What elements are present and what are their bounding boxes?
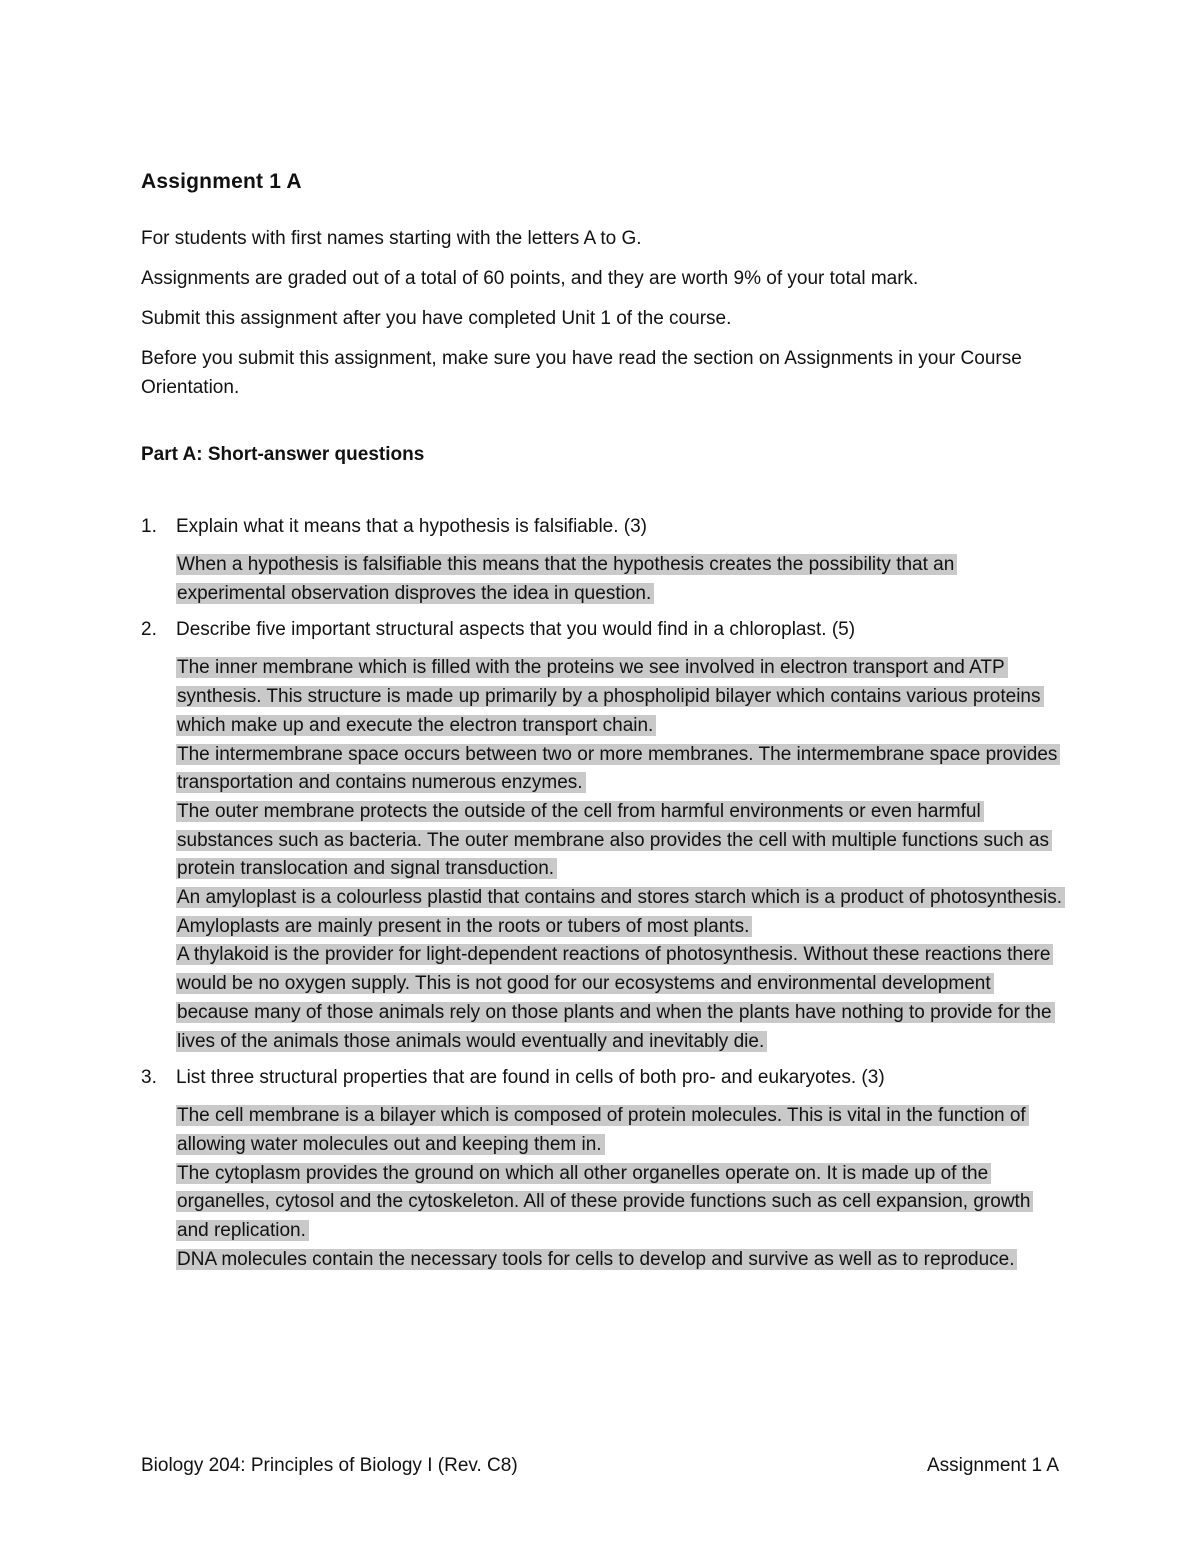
part-a-heading: Part A: Short-answer questions [141,444,425,465]
question-text: Explain what it means that a hypothesis is falsifiable. (3) [176,516,648,537]
question-3 [141,1063,1066,1274]
answer-paragraph [176,551,1066,608]
question-text: Describe five important structural aspects that you would find in a chloroplast. (5) [176,619,856,641]
question-number: 3. [141,1067,157,1089]
question-list [141,512,1066,1281]
answer-paragraph [176,1102,1066,1159]
question-1 [141,512,1066,608]
question-number: 1. [141,516,157,537]
question-text: List three structural properties that are found in cells of both pro- and eukaryotes. (3) [176,1067,885,1089]
footer-course-title: Biology 204: Principles of Biology I (Rev. C8) [141,1455,518,1476]
answer-paragraph [176,1246,1066,1275]
highlighted-answer-text: When a hypothesis is falsifiable this means that the hypothesis creates the possibility that an experimental observation disproves the idea in question. [176,554,957,604]
answer-paragraph [176,884,1066,941]
page-footer [141,1455,1059,1477]
answer-block [176,654,1066,1056]
answer-block [176,1102,1066,1274]
answer-block [176,551,1066,608]
assignment-title: Assignment 1 A [141,170,302,193]
highlighted-answer-text: A thylakoid is the provider for light-dependent reactions of photosynthesis. Without these reactions there would be no oxygen supply. This is not good for our ecosystems and environmental development because many of those animals rely on those plants and when the plants have nothing to provide for the lives of the animals those animals would eventually and inevitably die. [176,944,1055,1051]
answer-paragraph [176,654,1066,740]
question-number: 2. [141,619,157,641]
intro-paragraph: For students with first names starting with the letters A to G. [141,228,642,249]
answer-paragraph [176,1160,1066,1246]
footer-assignment-label: Assignment 1 A [926,1455,1059,1476]
answer-paragraph [176,798,1066,884]
question-2 [141,615,1066,1056]
answer-paragraph [176,941,1066,1056]
intro-paragraph: Assignments are graded out of a total of 60 points, and they are worth 9% of your total mark. [141,268,919,289]
answer-paragraph [176,741,1066,798]
intro-paragraph: Submit this assignment after you have completed Unit 1 of the course. [141,308,732,329]
intro-section [141,224,1066,413]
highlighted-answer-text: The intermembrane space occurs between two or more membranes. The intermembrane space provides transportation and contains numerous enzymes. [176,744,1060,794]
highlighted-answer-text: An amyloplast is a colourless plastid that contains and stores starch which is a product of photosynthesis. Amyloplasts are mainly present in the roots or tubers of most plants. [176,887,1065,937]
highlighted-answer-text: The cytoplasm provides the ground on which all other organelles operate on. It is made up of the organelles, cytosol and the cytoskeleton. All of these provide functions such as cell expansion, growth and replication. [176,1163,1033,1241]
highlighted-answer-text: The inner membrane which is filled with the proteins we see involved in electron transport and ATP synthesis. This structure is made up primarily by a phospholipid bilayer which contains various proteins which make up and execute the electron transport chain. [176,657,1044,735]
highlighted-answer-text: The cell membrane is a bilayer which is composed of protein molecules. This is vital in the function of allowing water molecules out and keeping them in. [176,1105,1029,1155]
intro-paragraph: Before you submit this assignment, make sure you have read the section on Assignments in your Course Orientation. [141,348,1022,398]
highlighted-answer-text: DNA molecules contain the necessary tools for cells to develop and survive as well as to reproduce. [176,1249,1017,1270]
highlighted-answer-text: The outer membrane protects the outside of the cell from harmful environments or even harmful substances such as bacteria. The outer membrane also provides the cell with multiple functions such as protein translocation and signal transduction. [176,801,1052,879]
